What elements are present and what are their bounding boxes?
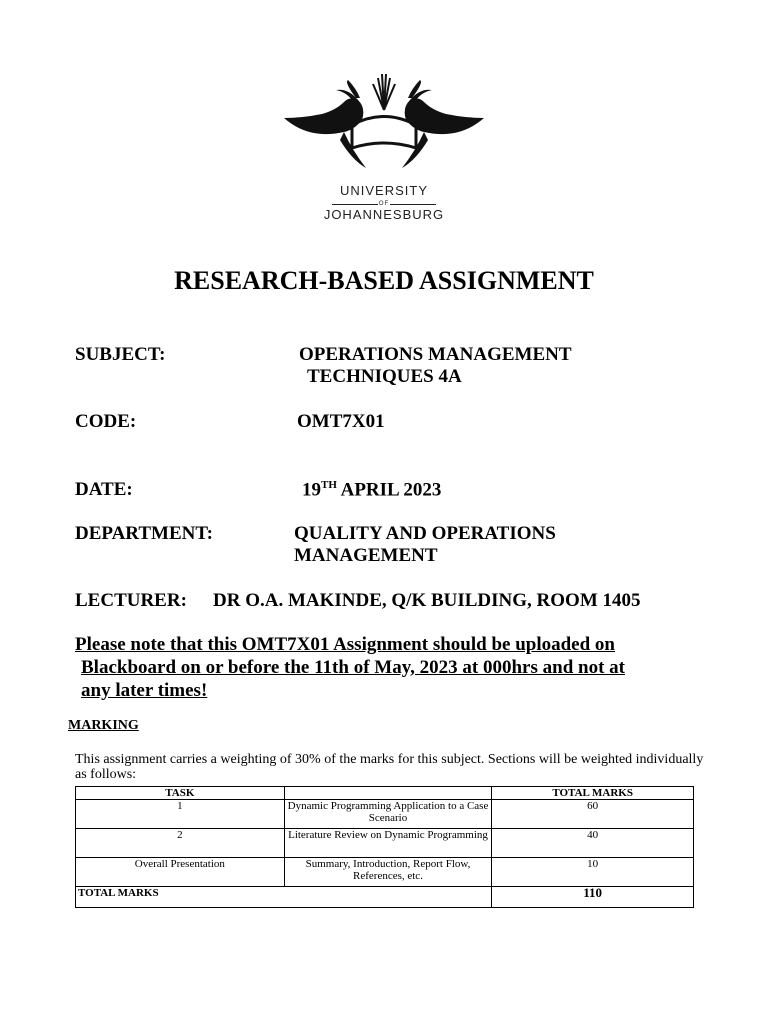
- logo-text-university: UNIVERSITY: [339, 183, 428, 198]
- row-marks: 10: [492, 858, 694, 887]
- subject-value-line1: OPERATIONS MANAGEMENT: [299, 344, 572, 365]
- row-marks: 40: [492, 829, 694, 858]
- table-row: [76, 858, 694, 887]
- notice-line2: Blackboard on or before the 11th of May, 2023 at 000hrs and not at: [81, 657, 625, 678]
- table-row: [76, 800, 694, 829]
- department-label: DEPARTMENT:: [75, 523, 213, 544]
- logo-text-johannesburg: JOHANNESBURG: [323, 207, 445, 222]
- marking-heading: MARKING: [68, 718, 139, 733]
- logo-text-of: OF: [378, 201, 390, 207]
- table-total-row: [76, 887, 694, 908]
- row-task: 1: [76, 800, 285, 829]
- university-logo: [274, 70, 494, 230]
- row-marks: 60: [492, 800, 694, 829]
- row-description: Summary, Introduction, Report Flow, References, etc.: [284, 858, 492, 887]
- department-value-line2: MANAGEMENT: [294, 545, 438, 566]
- table-row: [76, 829, 694, 858]
- hoopoe-birds-crest-icon: [274, 70, 494, 180]
- date-rest: APRIL 2023: [340, 479, 442, 501]
- lecturer-label: LECTURER:: [75, 590, 187, 611]
- logo-divider-right: [390, 204, 436, 205]
- subject-value-line2: TECHNIQUES 4A: [307, 366, 462, 387]
- header-total-marks: TOTAL MARKS: [492, 787, 694, 800]
- total-label: TOTAL MARKS: [76, 887, 492, 908]
- marking-intro: This assignment carries a weighting of 30% of the marks for this subject. Sections will be weighted individually as follows:: [75, 752, 704, 782]
- date-value: [302, 479, 441, 501]
- code-label: CODE:: [75, 411, 137, 432]
- row-description: Literature Review on Dynamic Programming: [284, 829, 492, 858]
- lecturer-value: DR O.A. MAKINDE, Q/K BUILDING, ROOM 1405: [213, 590, 641, 611]
- row-task: 2: [76, 829, 285, 858]
- department-value-line1: QUALITY AND OPERATIONS: [294, 523, 556, 544]
- subject-label: SUBJECT:: [75, 344, 166, 365]
- submission-notice: [75, 633, 695, 702]
- row-description: Dynamic Programming Application to a Case Scenario: [284, 800, 492, 829]
- header-description: [284, 787, 492, 800]
- date-suffix: TH: [321, 479, 337, 491]
- page-title: RESEARCH-BASED ASSIGNMENT: [174, 266, 594, 295]
- marks-table: [75, 786, 694, 908]
- date-day: 19: [302, 479, 321, 501]
- notice-line1: Please note that this OMT7X01 Assignment should be uploaded on: [75, 634, 615, 655]
- header-task: TASK: [76, 787, 285, 800]
- date-label: DATE:: [75, 479, 133, 500]
- code-value: OMT7X01: [297, 411, 385, 432]
- total-value: 110: [492, 887, 694, 908]
- row-task: Overall Presentation: [76, 858, 285, 887]
- table-header-row: [76, 787, 694, 800]
- notice-line3: any later times!: [81, 680, 208, 701]
